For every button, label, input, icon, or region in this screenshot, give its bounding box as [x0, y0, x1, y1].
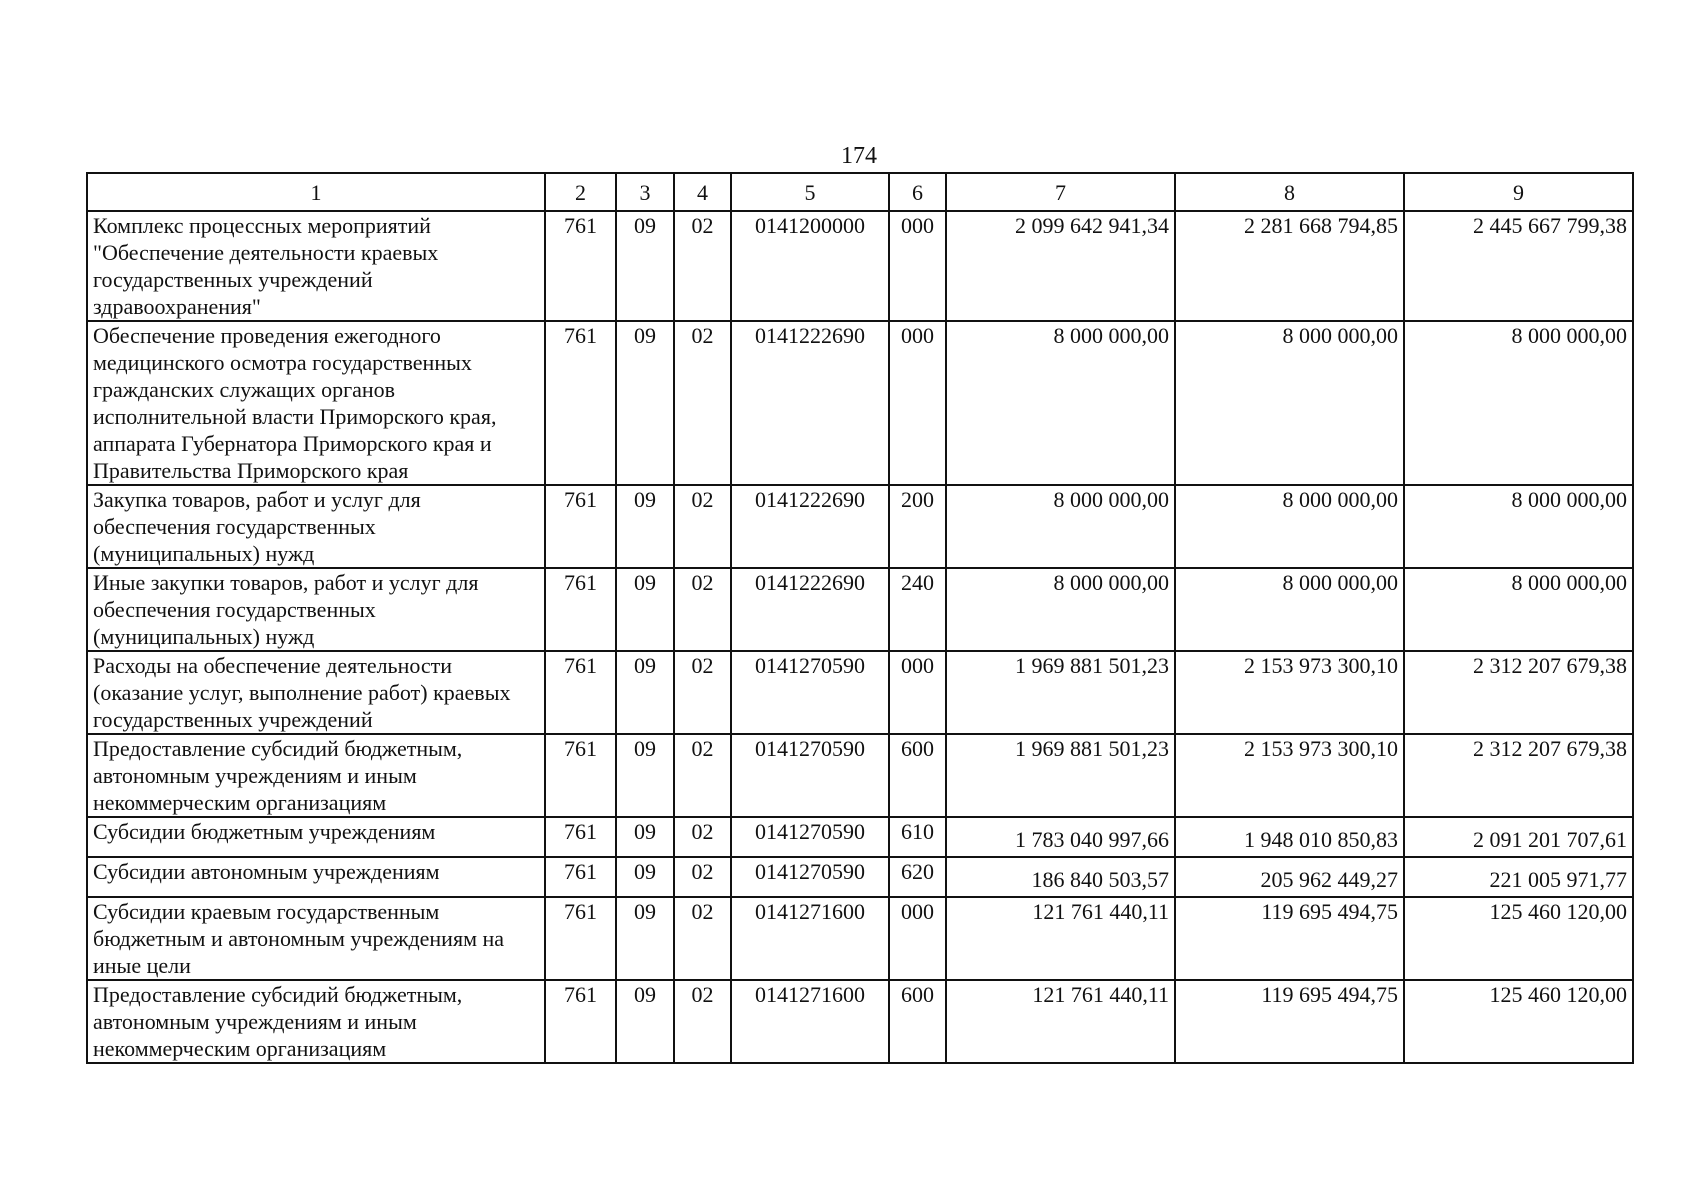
expense-type-code: 600 — [889, 734, 946, 817]
subsection-code: 02 — [674, 857, 731, 897]
amount-col7: 2 099 642 941,34 — [946, 211, 1175, 321]
table-row — [87, 211, 1633, 321]
amount-col8: 8 000 000,00 — [1175, 568, 1404, 651]
page-number: 174 — [841, 143, 877, 169]
amount-col9: 221 005 971,77 — [1404, 857, 1633, 897]
amount-col7: 121 761 440,11 — [946, 897, 1175, 980]
expense-type-code: 000 — [889, 211, 946, 321]
expense-type-code: 000 — [889, 321, 946, 485]
expense-name: Закупка товаров, работ и услуг для обеспечения государственных (муниципальных) нужд — [87, 485, 545, 568]
section-code: 09 — [616, 817, 674, 857]
target-article-code: 0141222690 — [731, 321, 889, 485]
table-row — [87, 980, 1633, 1063]
amount-col9: 125 460 120,00 — [1404, 897, 1633, 980]
column-header: 7 — [946, 173, 1175, 211]
subsection-code: 02 — [674, 897, 731, 980]
amount-col9: 2 445 667 799,38 — [1404, 211, 1633, 321]
expense-name: Субсидии краевым государственным бюджетным и автономным учреждениям на иные цели — [87, 897, 545, 980]
amount-col7: 8 000 000,00 — [946, 568, 1175, 651]
section-code: 09 — [616, 857, 674, 897]
expense-type-code: 600 — [889, 980, 946, 1063]
ministry-code: 761 — [545, 211, 616, 321]
ministry-code: 761 — [545, 568, 616, 651]
column-header: 5 — [731, 173, 889, 211]
ministry-code: 761 — [545, 897, 616, 980]
table-row — [87, 485, 1633, 568]
amount-col9: 2 312 207 679,38 — [1404, 651, 1633, 734]
expense-name: Субсидии бюджетным учреждениям — [87, 817, 545, 857]
amount-col9: 2 091 201 707,61 — [1404, 817, 1633, 857]
table-row — [87, 321, 1633, 485]
table-row — [87, 817, 1633, 857]
amount-col8: 1 948 010 850,83 — [1175, 817, 1404, 857]
amount-col7: 8 000 000,00 — [946, 485, 1175, 568]
ministry-code: 761 — [545, 980, 616, 1063]
expense-name: Обеспечение проведения ежегодного медицинского осмотра государственных гражданских служащих органов исполнительной власти Приморского края, аппарата Губернатора Приморского края и Правительства Приморского края — [87, 321, 545, 485]
expense-name: Расходы на обеспечение деятельности (оказание услуг, выполнение работ) краевых государственных учреждений — [87, 651, 545, 734]
ministry-code: 761 — [545, 321, 616, 485]
table-row — [87, 857, 1633, 897]
expense-name: Комплекс процессных мероприятий "Обеспечение деятельности краевых государственных учреждений здравоохранения" — [87, 211, 545, 321]
target-article-code: 0141271600 — [731, 897, 889, 980]
amount-col9: 8 000 000,00 — [1404, 485, 1633, 568]
expense-type-code: 620 — [889, 857, 946, 897]
subsection-code: 02 — [674, 734, 731, 817]
subsection-code: 02 — [674, 817, 731, 857]
expense-name: Субсидии автономным учреждениям — [87, 857, 545, 897]
target-article-code: 0141270590 — [731, 651, 889, 734]
section-code: 09 — [616, 568, 674, 651]
subsection-code: 02 — [674, 568, 731, 651]
column-header: 8 — [1175, 173, 1404, 211]
amount-col7: 1 969 881 501,23 — [946, 734, 1175, 817]
expense-name: Предоставление субсидий бюджетным, автономным учреждениям и иным некоммерческим организациям — [87, 734, 545, 817]
section-code: 09 — [616, 980, 674, 1063]
subsection-code: 02 — [674, 651, 731, 734]
section-code: 09 — [616, 651, 674, 734]
amount-col8: 8 000 000,00 — [1175, 485, 1404, 568]
amount-col7: 1 969 881 501,23 — [946, 651, 1175, 734]
target-article-code: 0141270590 — [731, 817, 889, 857]
table-row — [87, 568, 1633, 651]
column-header: 9 — [1404, 173, 1633, 211]
amount-col8: 2 281 668 794,85 — [1175, 211, 1404, 321]
section-code: 09 — [616, 485, 674, 568]
ministry-code: 761 — [545, 734, 616, 817]
section-code: 09 — [616, 321, 674, 485]
expense-type-code: 610 — [889, 817, 946, 857]
amount-col8: 119 695 494,75 — [1175, 980, 1404, 1063]
target-article-code: 0141270590 — [731, 857, 889, 897]
expense-type-code: 000 — [889, 897, 946, 980]
subsection-code: 02 — [674, 321, 731, 485]
header-row — [87, 173, 1633, 211]
ministry-code: 761 — [545, 485, 616, 568]
amount-col9: 8 000 000,00 — [1404, 568, 1633, 651]
ministry-code: 761 — [545, 817, 616, 857]
amount-col7: 121 761 440,11 — [946, 980, 1175, 1063]
subsection-code: 02 — [674, 980, 731, 1063]
table-row — [87, 651, 1633, 734]
target-article-code: 0141271600 — [731, 980, 889, 1063]
amount-col7: 186 840 503,57 — [946, 857, 1175, 897]
amount-col7: 1 783 040 997,66 — [946, 817, 1175, 857]
amount-col8: 119 695 494,75 — [1175, 897, 1404, 980]
budget-table — [86, 172, 1634, 1064]
column-header: 1 — [87, 173, 545, 211]
ministry-code: 761 — [545, 857, 616, 897]
table-row — [87, 897, 1633, 980]
amount-col9: 125 460 120,00 — [1404, 980, 1633, 1063]
section-code: 09 — [616, 734, 674, 817]
column-header: 6 — [889, 173, 946, 211]
target-article-code: 0141200000 — [731, 211, 889, 321]
target-article-code: 0141270590 — [731, 734, 889, 817]
column-header: 3 — [616, 173, 674, 211]
amount-col8: 8 000 000,00 — [1175, 321, 1404, 485]
target-article-code: 0141222690 — [731, 568, 889, 651]
amount-col9: 2 312 207 679,38 — [1404, 734, 1633, 817]
ministry-code: 761 — [545, 651, 616, 734]
expense-name: Предоставление субсидий бюджетным, автономным учреждениям и иным некоммерческим организациям — [87, 980, 545, 1063]
amount-col8: 2 153 973 300,10 — [1175, 734, 1404, 817]
section-code: 09 — [616, 897, 674, 980]
expense-type-code: 000 — [889, 651, 946, 734]
column-header: 2 — [545, 173, 616, 211]
subsection-code: 02 — [674, 211, 731, 321]
expense-type-code: 200 — [889, 485, 946, 568]
table-row — [87, 734, 1633, 817]
subsection-code: 02 — [674, 485, 731, 568]
amount-col8: 205 962 449,27 — [1175, 857, 1404, 897]
amount-col8: 2 153 973 300,10 — [1175, 651, 1404, 734]
section-code: 09 — [616, 211, 674, 321]
expense-type-code: 240 — [889, 568, 946, 651]
target-article-code: 0141222690 — [731, 485, 889, 568]
column-header: 4 — [674, 173, 731, 211]
expense-name: Иные закупки товаров, работ и услуг для обеспечения государственных (муниципальных) нужд — [87, 568, 545, 651]
amount-col7: 8 000 000,00 — [946, 321, 1175, 485]
amount-col9: 8 000 000,00 — [1404, 321, 1633, 485]
